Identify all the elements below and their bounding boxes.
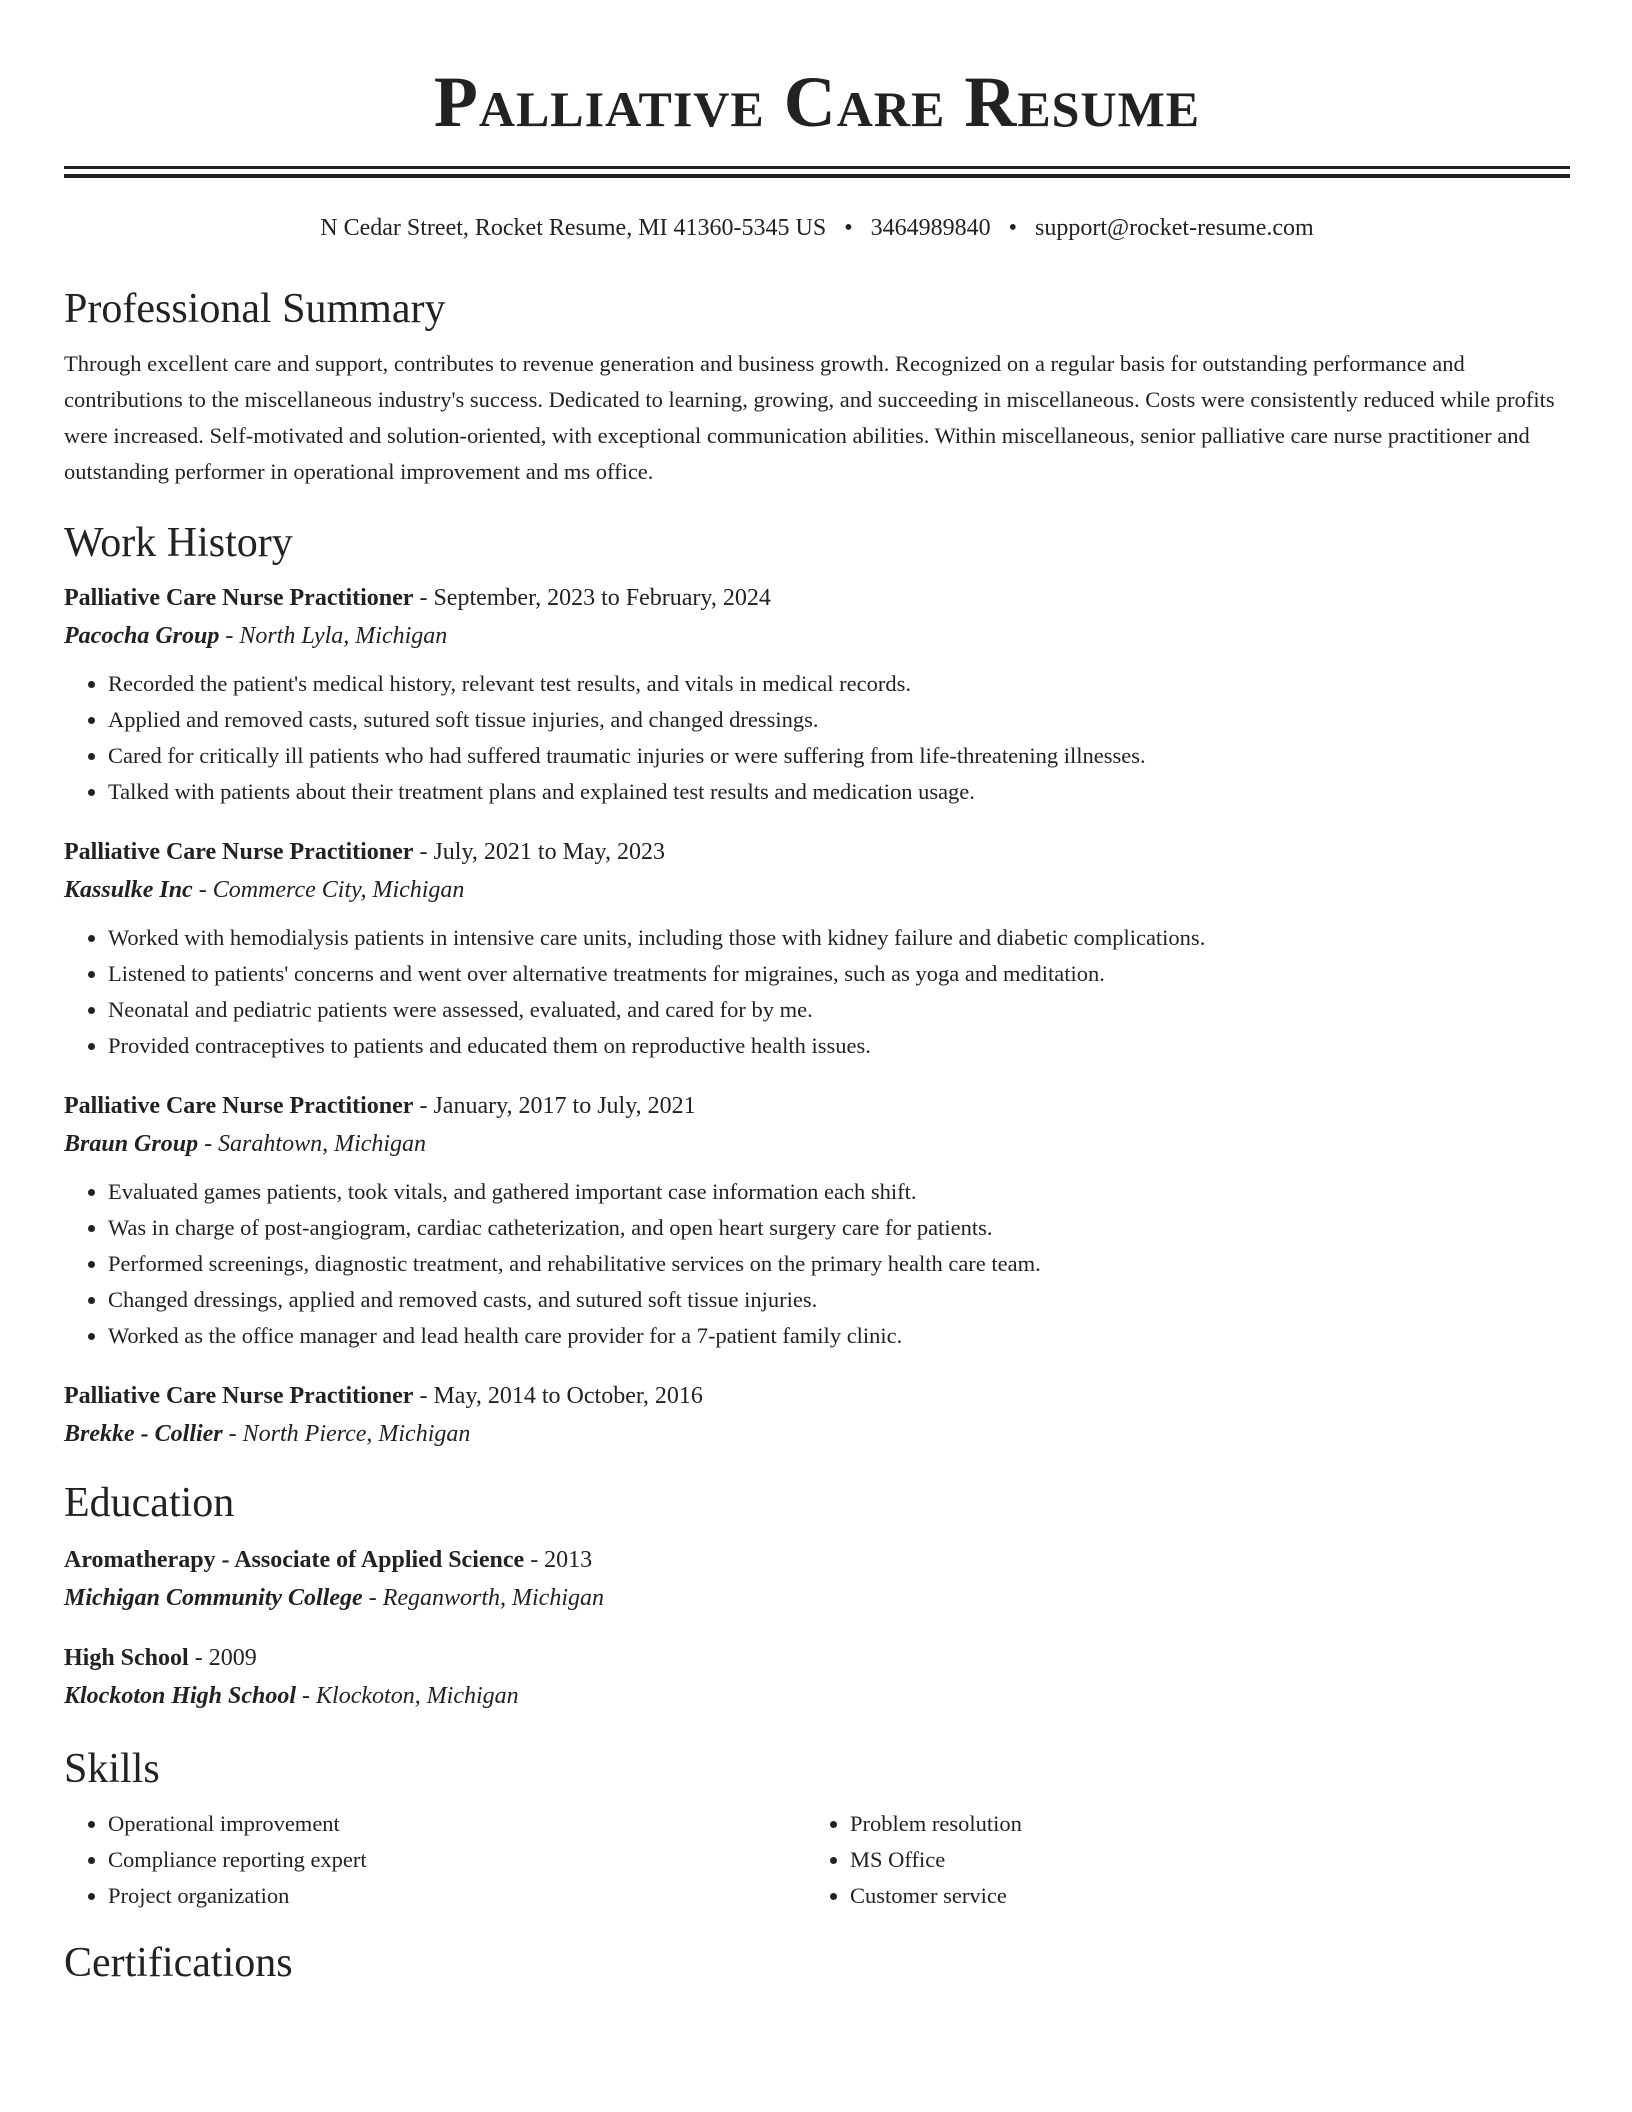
- job-title-line: [64, 834, 1570, 870]
- skills-column-right: [806, 1806, 1548, 1914]
- contact-phone: 3464989840: [870, 215, 991, 241]
- education-school-line: [64, 1578, 1570, 1618]
- title-divider: [64, 166, 1570, 178]
- job-dates: - May, 2014 to October, 2016: [413, 1383, 703, 1409]
- contact-separator: •: [844, 215, 853, 241]
- job-location: - Commerce City, Michigan: [192, 877, 465, 903]
- job-dates: - January, 2017 to July, 2021: [413, 1093, 696, 1119]
- section-title-skills: Skills: [64, 1746, 160, 1792]
- job-role: Palliative Care Nurse Practitioner: [64, 1093, 414, 1119]
- education-school: Michigan Community College: [64, 1585, 363, 1611]
- job-bullet: • Worked with hemodialysis patients in intensive care units, including those with kidney failure and diabetic complications.: [108, 920, 1570, 956]
- job-entry: [64, 1378, 1570, 1454]
- job-role: Palliative Care Nurse Practitioner: [64, 1383, 414, 1409]
- job-bullet: • Neonatal and pediatric patients were assessed, evaluated, and cared for by me.: [108, 992, 1570, 1028]
- resume-title: Palliative Care Resume: [433, 62, 1201, 142]
- job-bullet: • Evaluated games patients, took vitals, and gathered important case information each shift.: [108, 1174, 1570, 1210]
- job-company: Brekke - Collier: [64, 1421, 223, 1447]
- education-entry: [64, 1542, 1570, 1618]
- skill-item: • Project organization: [108, 1878, 806, 1914]
- job-bullet: • Provided contraceptives to patients and educated them on reproductive health issues.: [108, 1028, 1570, 1064]
- job-bullet: • Applied and removed casts, sutured soft tissue injuries, and changed dressings.: [108, 702, 1570, 738]
- job-entry: [64, 580, 1570, 810]
- job-bullet: • Was in charge of post-angiogram, cardiac catheterization, and open heart surgery care for patients.: [108, 1210, 1570, 1246]
- job-location: - North Lyla, Michigan: [219, 623, 448, 649]
- skill-item: • MS Office: [850, 1842, 1548, 1878]
- job-bullets: [64, 920, 1570, 1064]
- job-dates: - September, 2023 to February, 2024: [413, 585, 771, 611]
- job-title-line: [64, 580, 1570, 616]
- education-degree: High School: [64, 1645, 189, 1671]
- skills-grid: [64, 1806, 1570, 1914]
- job-title-line: [64, 1088, 1570, 1124]
- job-bullet: • Changed dressings, applied and removed casts, and sutured soft tissue injuries.: [108, 1282, 1570, 1318]
- education-degree: Aromatherapy - Associate of Applied Science: [64, 1547, 525, 1573]
- job-bullets: [64, 666, 1570, 810]
- education-entry: [64, 1640, 1570, 1716]
- job-role: Palliative Care Nurse Practitioner: [64, 839, 414, 865]
- job-location: - North Pierce, Michigan: [222, 1421, 471, 1447]
- skill-item: • Operational improvement: [108, 1806, 806, 1842]
- job-bullet: • Recorded the patient's medical history, relevant test results, and vitals in medical records.: [108, 666, 1570, 702]
- education-year: - 2013: [524, 1547, 593, 1573]
- job-role: Palliative Care Nurse Practitioner: [64, 585, 414, 611]
- skill-item: • Compliance reporting expert: [108, 1842, 806, 1878]
- contact-line: [64, 212, 1570, 244]
- section-title-summary: Professional Summary: [64, 286, 446, 332]
- education-degree-line: [64, 1640, 1570, 1676]
- education-school-line: [64, 1676, 1570, 1716]
- job-company-line: [64, 1124, 1570, 1164]
- job-title-line: [64, 1378, 1570, 1414]
- job-entry: [64, 1088, 1570, 1354]
- job-bullet: • Cared for critically ill patients who had suffered traumatic injuries or were suffering from life-threatening illnesses.: [108, 738, 1570, 774]
- section-title-work-history: Work History: [64, 520, 293, 566]
- job-company: Pacocha Group: [64, 623, 220, 649]
- section-title-education: Education: [64, 1480, 235, 1526]
- job-bullet: • Listened to patients' concerns and went over alternative treatments for migraines, such as yoga and meditation.: [108, 956, 1570, 992]
- skill-item: • Customer service: [850, 1878, 1548, 1914]
- job-company-line: [64, 870, 1570, 910]
- education-location: - Reganworth, Michigan: [362, 1585, 605, 1611]
- resume-page: [64, 0, 1570, 1990]
- job-company-line: [64, 616, 1570, 656]
- job-bullet: • Worked as the office manager and lead health care provider for a 7-patient family clinic.: [108, 1318, 1570, 1354]
- job-dates: - July, 2021 to May, 2023: [413, 839, 665, 865]
- contact-separator: •: [1008, 215, 1018, 241]
- job-company: Braun Group: [64, 1131, 199, 1157]
- education-school: Klockoton High School: [64, 1683, 297, 1709]
- education-location: - Klockoton, Michigan: [296, 1683, 519, 1709]
- job-bullets: [64, 1174, 1570, 1354]
- contact-email[interactable]: support@rocket-resume.com: [1035, 215, 1314, 241]
- skills-column-left: [64, 1806, 806, 1914]
- job-company: Kassulke Inc: [64, 877, 193, 903]
- education-year: - 2009: [188, 1645, 257, 1671]
- skill-item: • Problem resolution: [850, 1806, 1548, 1842]
- contact-address: N Cedar Street, Rocket Resume, MI 41360-5345 US: [320, 215, 827, 241]
- job-entry: [64, 834, 1570, 1064]
- job-location: - Sarahtown, Michigan: [198, 1131, 427, 1157]
- education-degree-line: [64, 1542, 1570, 1578]
- job-bullet: • Talked with patients about their treatment plans and explained test results and medication usage.: [108, 774, 1570, 810]
- job-company-line: [64, 1414, 1570, 1454]
- job-bullet: • Performed screenings, diagnostic treatment, and rehabilitative services on the primary health care team.: [108, 1246, 1570, 1282]
- summary-text: Through excellent care and support, contributes to revenue generation and business growth. Recognized on a regular basis for outstanding performance and contributions to the miscellaneous industry's success. Dedicated to learning, growing, and succeeding in miscellaneous. Costs were consistently reduced while profits were increased. Self-motivated and solution-oriented, with exceptional communication abilities. Within miscellaneous, senior palliative care nurse practitioner and outstanding performer in operational improvement and ms office.: [64, 351, 1555, 484]
- section-title-certifications: Certifications: [64, 1940, 293, 1986]
